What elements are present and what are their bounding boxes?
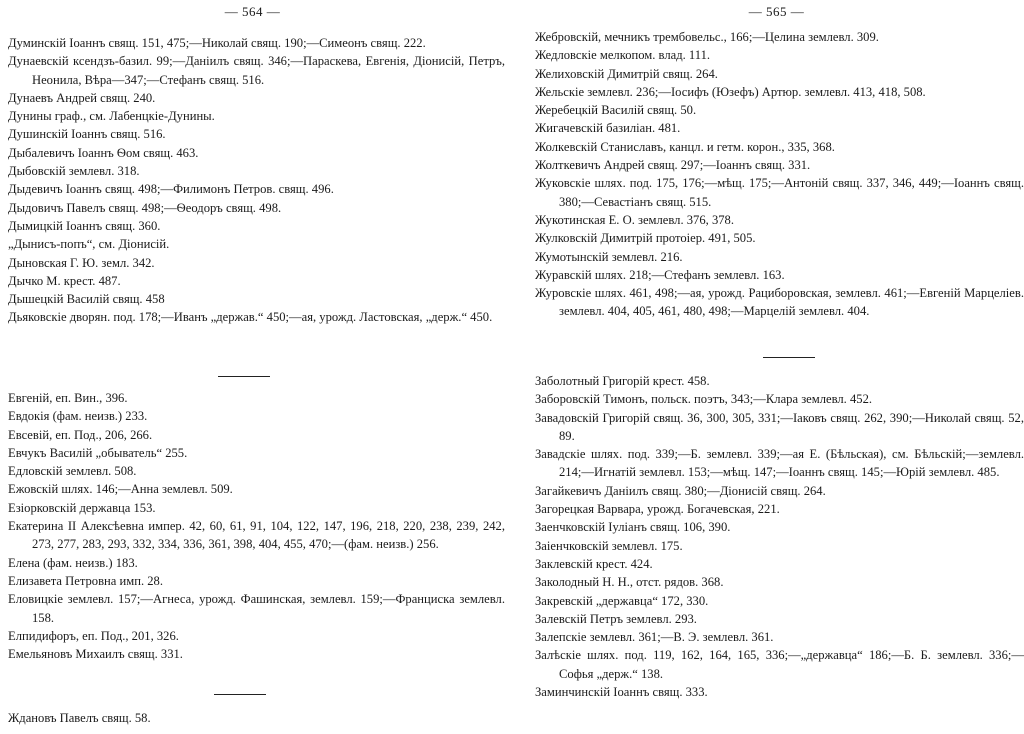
index-entry: Заколодный Н. Н., отст. рядов. 368. (535, 575, 724, 590)
index-entry: Жеребецкій Василій свящ. 50. (535, 103, 697, 118)
index-entry: Дыдовичъ Павелъ свящ. 498;—Ѳеодоръ свящ. 498. (8, 200, 282, 215)
index-entry: Дыбалевичъ Іоаннъ Ѳом свящ. 463. (8, 145, 199, 160)
index-entry: Журавскій шлях. 218;—Стефанъ землевл. 163. (535, 267, 785, 282)
index-entry: Заіенчковскій землевл. 175. (535, 538, 683, 553)
index-entry: Жукотинская Е. О. землевл. 376, 378. (535, 212, 734, 227)
index-entry: Жолткевичъ Андрей свящ. 297;—Іоаннъ свящ. 331. (535, 158, 811, 173)
index-entry: Евсевій, еп. Под., 206, 266. (8, 427, 153, 442)
index-entry: Жулковскій Димитрій протоіер. 491, 505. (535, 231, 756, 246)
index-entry: Дунаевскій ксендзъ-базил. 99;—Даніилъ свящ. 346;—Параскева, Евгенія, Діонисій, Петръ, Неонила, Вѣра—347;—Стефанъ свящ. 516. (8, 54, 505, 87)
index-entry: Екатерина II Алексѣевна импер. 42, 60, 61, 91, 104, 122, 147, 196, 218, 220, 238, 239, 242, 273, 277, 283, 293, 332, 334, 336, 361, 398, 404, 455, 470;—(фам. неизв.) 256. (8, 519, 505, 552)
index-entry: Езіорковскій державца 153. (8, 500, 156, 515)
index-entry: Дычко М. крест. 487. (8, 273, 121, 288)
index-entry: Ждановъ Павелъ свящ. 58. (8, 711, 151, 725)
index-entry: Евдокія (фам. неизв.) 233. (8, 409, 148, 424)
index-entry: Жедловскіе мелкопом. влад. 111. (535, 48, 711, 63)
left-page (0, 0, 505, 734)
section-divider (763, 357, 815, 358)
index-entry: Жигачевскій базиліан. 481. (535, 121, 681, 136)
index-entry: Заклевскій крест. 424. (535, 556, 653, 571)
index-entry: Евгеній, еп. Вин., 396. (8, 391, 128, 405)
index-entry: Закревскій „державца“ 172, 330. (535, 593, 709, 608)
index-entry: Дымицкій Іоаннъ свящ. 360. (8, 218, 161, 233)
index-entry: Залепскіе землевл. 361;—В. Э. землевл. 361. (535, 630, 774, 645)
index-entry: Жолкевскій Станиславъ, канцл. и гетм. корон., 335, 368. (535, 139, 835, 154)
index-entry: Дышецкій Василій свящ. 458 (8, 292, 165, 307)
index-entry: Завадскіе шлях. под. 339;—Б. землевл. 339;—ая Е. (Бѣльская), см. Бѣльскій;—землевл. 214;—Игнатій землевл. 153;—мѣщ. 147;—Іоаннъ свящ. 145;—Юрій землевл. 485. (535, 447, 1024, 480)
index-entry: Жебровскій, мечникъ трембовельс., 166;—Целина землевл. 309. (535, 30, 879, 44)
index-entry: Еловицкіе землевл. 157;—Агнеса, урожд. Фашинская, землевл. 159;—Франциска землевл. 158. (8, 592, 505, 625)
index-entry: Дыновская Г. Ю. земл. 342. (8, 255, 155, 270)
index-entry: Желиховскій Димитрій свящ. 264. (535, 66, 718, 81)
index-section-d (8, 34, 505, 327)
index-entry: Дунаевъ Андрей свящ. 240. (8, 90, 156, 105)
index-entry: Дыбовскій землевл. 318. (8, 164, 140, 179)
right-page (529, 0, 1024, 734)
section-divider (214, 694, 266, 695)
index-section-zh (535, 28, 1024, 321)
index-entry: Емельяновъ Михаилъ свящ. 331. (8, 647, 183, 662)
index-entry: Елизавета Петровна имп. 28. (8, 573, 163, 588)
section-divider (218, 376, 270, 377)
index-entry: Дыдевичъ Іоаннъ свящ. 498;—Филимонъ Петров. свящ. 496. (8, 182, 334, 197)
index-entry: Едловскій землевл. 508. (8, 464, 137, 479)
index-entry: Жельскіе землевл. 236;—Іосифъ (Юзефъ) Артюр. землевл. 413, 418, 508. (535, 84, 926, 99)
index-entry: Заенчковскій Іуліанъ свящ. 106, 390. (535, 520, 731, 535)
index-entry: Жуковскіе шлях. под. 175, 176;—мѣщ. 175;—Антоній свящ. 337, 346, 449;—Іоаннъ свящ. 380;—Севастіанъ свящ. 515. (535, 176, 1024, 209)
index-entry: Думинскій Іоаннъ свящ. 151, 475;—Николай свящ. 190;—Симеонъ свящ. 222. (8, 36, 426, 50)
index-entry: Заминчинскій Іоаннъ свящ. 333. (535, 685, 708, 700)
index-entry: Заболотный Григорій крест. 458. (535, 374, 710, 388)
index-entry: „Дынисъ-попъ“, см. Діонисій. (8, 237, 170, 252)
index-entry: Евчукъ Василій „обыватель“ 255. (8, 445, 188, 460)
index-entry: Заборовскій Тимонъ, польск. поэтъ, 343;—Клара землевл. 452. (535, 392, 873, 407)
index-section-e (8, 389, 505, 663)
index-entry: Загайкевичъ Даніилъ свящ. 380;—Діонисій свящ. 264. (535, 483, 826, 498)
index-entry: Ежовскій шлях. 146;—Анна землевл. 509. (8, 482, 233, 497)
index-entry: Загорецкая Варвара, урожд. Богачевская, 221. (535, 502, 780, 517)
index-entry: Залевскій Петръ землевл. 293. (535, 611, 697, 626)
index-section-z (535, 372, 1024, 701)
index-entry: Елпидифоръ, еп. Под., 201, 326. (8, 628, 179, 643)
page-number: — 564 — (224, 4, 281, 19)
index-entry: Душинскій Іоаннъ свящ. 516. (8, 127, 166, 142)
index-entry: Журовскіе шлях. 461, 498;—ая, урожд. Рациборовская, землевл. 461;—Евгеній Марцеліев. землевл. 404, 405, 461, 480, 498;—Марцелій землевл. 404. (535, 286, 1024, 319)
index-entry: Залѣскіе шлях. под. 119, 162, 164, 165, 336;—„державца“ 186;—Б. Б. землевл. 336;—Софья „держ.“ 138. (535, 648, 1024, 681)
index-section-zh (8, 709, 505, 727)
index-entry: Завадовскій Григорій свящ. 36, 300, 305, 331;—Іаковъ свящ. 262, 390;—Николай свящ. 52, 89. (535, 410, 1024, 443)
index-entry: Жумотынскій землевл. 216. (535, 249, 683, 264)
index-entry: Елена (фам. неизв.) 183. (8, 555, 138, 570)
index-entry: Дьяковскіе дворян. под. 178;—Иванъ „держав.“ 450;—ая, урожд. Ластовская, „держ.“ 450. (8, 310, 493, 325)
index-entry: Дунины граф., см. Лабенцкіе-Дунины. (8, 109, 215, 124)
page-number: — 565 — (748, 4, 805, 19)
